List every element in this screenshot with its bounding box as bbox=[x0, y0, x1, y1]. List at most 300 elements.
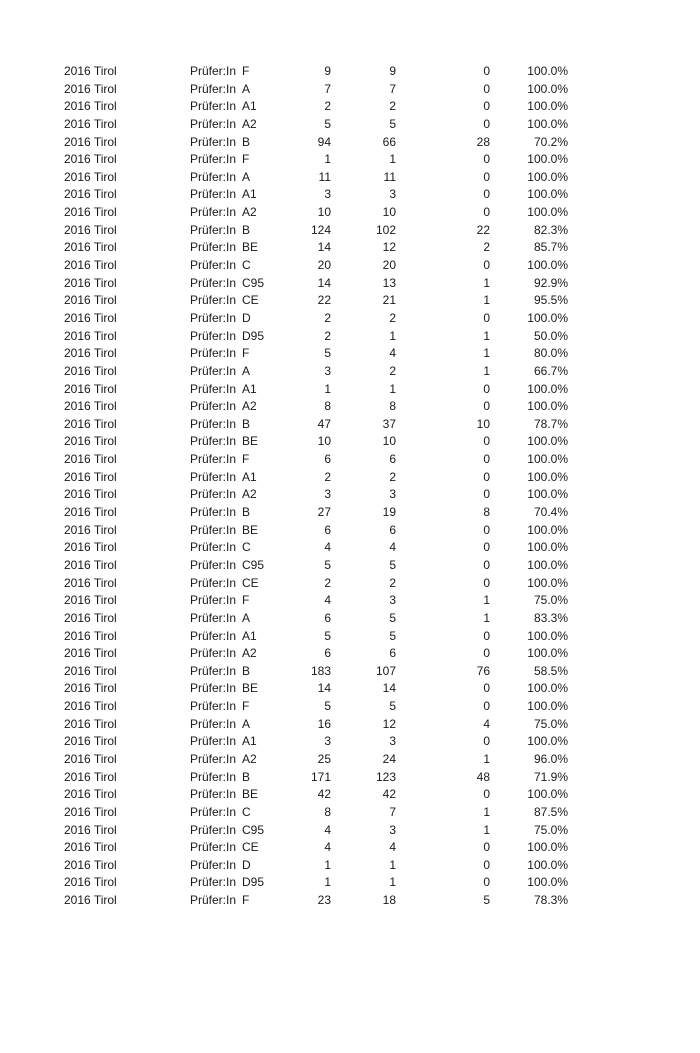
pass-rate-cell: 70.2% bbox=[533, 134, 568, 149]
pass-rate-cell: 83.3% bbox=[533, 610, 568, 625]
examiner-cell: Prüfer:In bbox=[190, 293, 237, 308]
category-cell: A2 bbox=[242, 646, 257, 661]
table-row bbox=[64, 628, 568, 646]
passed-cell: 12 bbox=[382, 716, 396, 731]
year-region-cell: 2016 Tirol bbox=[64, 646, 117, 661]
category-cell: C95 bbox=[242, 275, 265, 290]
candidates-cell: 42 bbox=[317, 787, 331, 802]
failed-cell: 0 bbox=[483, 169, 490, 184]
passed-cell: 5 bbox=[389, 610, 396, 625]
passed-cell: 14 bbox=[382, 681, 396, 696]
candidates-cell: 4 bbox=[324, 840, 331, 855]
year-region-cell: 2016 Tirol bbox=[64, 840, 117, 855]
passed-cell: 2 bbox=[389, 575, 396, 590]
failed-cell: 4 bbox=[483, 716, 490, 731]
failed-cell: 0 bbox=[483, 840, 490, 855]
candidates-cell: 5 bbox=[324, 628, 331, 643]
year-region-cell: 2016 Tirol bbox=[64, 469, 117, 484]
failed-cell: 0 bbox=[483, 452, 490, 467]
year-region-cell: 2016 Tirol bbox=[64, 381, 117, 396]
year-region-cell: 2016 Tirol bbox=[64, 434, 117, 449]
year-region-cell: 2016 Tirol bbox=[64, 857, 117, 872]
year-region-cell: 2016 Tirol bbox=[64, 293, 117, 308]
passed-cell: 18 bbox=[382, 893, 396, 908]
category-cell: D bbox=[242, 310, 251, 325]
failed-cell: 0 bbox=[483, 434, 490, 449]
category-cell: F bbox=[242, 452, 250, 467]
candidates-cell: 27 bbox=[317, 505, 331, 520]
year-region-cell: 2016 Tirol bbox=[64, 522, 117, 537]
table-row bbox=[64, 892, 568, 910]
pass-rate-cell: 78.7% bbox=[533, 416, 568, 431]
category-cell: D95 bbox=[242, 328, 265, 343]
failed-cell: 0 bbox=[483, 64, 490, 78]
examiner-cell: Prüfer:In bbox=[190, 434, 237, 449]
category-cell: A1 bbox=[242, 628, 257, 643]
passed-cell: 2 bbox=[389, 469, 396, 484]
examiner-cell: Prüfer:In bbox=[190, 310, 237, 325]
pass-rate-cell: 100.0% bbox=[527, 116, 568, 131]
year-region-cell: 2016 Tirol bbox=[64, 187, 117, 202]
year-region-cell: 2016 Tirol bbox=[64, 681, 117, 696]
table-row bbox=[64, 751, 568, 769]
passed-cell: 3 bbox=[389, 734, 396, 749]
examiner-cell: Prüfer:In bbox=[190, 593, 237, 608]
year-region-cell: 2016 Tirol bbox=[64, 487, 117, 502]
pass-rate-cell: 85.7% bbox=[533, 240, 568, 255]
table-row bbox=[64, 874, 568, 892]
category-cell: A1 bbox=[242, 99, 257, 114]
failed-cell: 1 bbox=[483, 804, 490, 819]
pass-rate-cell: 66.7% bbox=[533, 363, 568, 378]
year-region-cell: 2016 Tirol bbox=[64, 734, 117, 749]
category-cell: A2 bbox=[242, 487, 257, 502]
category-cell: C95 bbox=[242, 557, 265, 572]
table-row bbox=[64, 486, 568, 504]
passed-cell: 8 bbox=[389, 399, 396, 414]
year-region-cell: 2016 Tirol bbox=[64, 575, 117, 590]
year-region-cell: 2016 Tirol bbox=[64, 99, 117, 114]
pass-rate-cell: 100.0% bbox=[527, 628, 568, 643]
candidates-cell: 22 bbox=[317, 293, 331, 308]
table-row bbox=[64, 539, 568, 557]
year-region-cell: 2016 Tirol bbox=[64, 399, 117, 414]
failed-cell: 1 bbox=[483, 328, 490, 343]
candidates-cell: 94 bbox=[317, 134, 331, 149]
year-region-cell: 2016 Tirol bbox=[64, 540, 117, 555]
pass-rate-cell: 100.0% bbox=[527, 169, 568, 184]
examiner-cell: Prüfer:In bbox=[190, 557, 237, 572]
table-row bbox=[64, 169, 568, 187]
candidates-cell: 5 bbox=[324, 699, 331, 714]
table-row bbox=[64, 839, 568, 857]
table-row bbox=[64, 733, 568, 751]
pass-rate-cell: 100.0% bbox=[527, 557, 568, 572]
failed-cell: 1 bbox=[483, 346, 490, 361]
category-cell: C bbox=[242, 540, 251, 555]
category-cell: B bbox=[242, 222, 251, 237]
candidates-cell: 25 bbox=[317, 751, 331, 766]
category-cell: A bbox=[242, 81, 251, 96]
candidates-cell: 3 bbox=[324, 363, 331, 378]
failed-cell: 0 bbox=[483, 875, 490, 890]
year-region-cell: 2016 Tirol bbox=[64, 205, 117, 220]
failed-cell: 0 bbox=[483, 469, 490, 484]
pass-rate-cell: 95.5% bbox=[533, 293, 568, 308]
year-region-cell: 2016 Tirol bbox=[64, 452, 117, 467]
examiner-cell: Prüfer:In bbox=[190, 258, 237, 273]
candidates-cell: 2 bbox=[324, 575, 331, 590]
candidates-cell: 8 bbox=[324, 804, 331, 819]
table-row bbox=[64, 398, 568, 416]
table-row bbox=[64, 292, 568, 310]
category-cell: BE bbox=[242, 787, 259, 802]
pass-rate-cell: 50.0% bbox=[533, 328, 568, 343]
year-region-cell: 2016 Tirol bbox=[64, 787, 117, 802]
table-row bbox=[64, 222, 568, 240]
pass-rate-cell: 96.0% bbox=[533, 751, 568, 766]
pass-rate-cell: 100.0% bbox=[527, 875, 568, 890]
candidates-cell: 2 bbox=[324, 469, 331, 484]
failed-cell: 10 bbox=[476, 416, 490, 431]
candidates-cell: 4 bbox=[324, 593, 331, 608]
examiner-cell: Prüfer:In bbox=[190, 275, 237, 290]
category-cell: F bbox=[242, 64, 250, 78]
category-cell: A2 bbox=[242, 751, 257, 766]
year-region-cell: 2016 Tirol bbox=[64, 134, 117, 149]
year-region-cell: 2016 Tirol bbox=[64, 310, 117, 325]
failed-cell: 0 bbox=[483, 787, 490, 802]
examiner-cell: Prüfer:In bbox=[190, 487, 237, 502]
candidates-cell: 1 bbox=[324, 381, 331, 396]
pass-rate-cell: 100.0% bbox=[527, 187, 568, 202]
pass-rate-cell: 100.0% bbox=[527, 469, 568, 484]
failed-cell: 0 bbox=[483, 399, 490, 414]
passed-cell: 24 bbox=[382, 751, 396, 766]
category-cell: A bbox=[242, 610, 251, 625]
failed-cell: 76 bbox=[476, 663, 490, 678]
examiner-cell: Prüfer:In bbox=[190, 875, 237, 890]
category-cell: C95 bbox=[242, 822, 265, 837]
passed-cell: 1 bbox=[389, 328, 396, 343]
failed-cell: 0 bbox=[483, 99, 490, 114]
examiner-cell: Prüfer:In bbox=[190, 840, 237, 855]
category-cell: A2 bbox=[242, 205, 257, 220]
year-region-cell: 2016 Tirol bbox=[64, 716, 117, 731]
examiner-cell: Prüfer:In bbox=[190, 205, 237, 220]
category-cell: F bbox=[242, 699, 250, 714]
pass-rate-cell: 75.0% bbox=[533, 716, 568, 731]
year-region-cell: 2016 Tirol bbox=[64, 275, 117, 290]
table-row bbox=[64, 81, 568, 99]
pass-rate-cell: 71.9% bbox=[533, 769, 568, 784]
candidates-cell: 20 bbox=[317, 258, 331, 273]
passed-cell: 3 bbox=[389, 187, 396, 202]
examiner-cell: Prüfer:In bbox=[190, 769, 237, 784]
candidates-cell: 4 bbox=[324, 540, 331, 555]
pass-rate-cell: 82.3% bbox=[533, 222, 568, 237]
candidates-cell: 9 bbox=[324, 64, 331, 78]
table-row bbox=[64, 698, 568, 716]
year-region-cell: 2016 Tirol bbox=[64, 769, 117, 784]
year-region-cell: 2016 Tirol bbox=[64, 240, 117, 255]
candidates-cell: 14 bbox=[317, 681, 331, 696]
failed-cell: 1 bbox=[483, 751, 490, 766]
pass-rate-cell: 75.0% bbox=[533, 593, 568, 608]
candidates-cell: 1 bbox=[324, 857, 331, 872]
table-row bbox=[64, 257, 568, 275]
category-cell: A1 bbox=[242, 381, 257, 396]
examiner-cell: Prüfer:In bbox=[190, 540, 237, 555]
year-region-cell: 2016 Tirol bbox=[64, 751, 117, 766]
category-cell: F bbox=[242, 346, 250, 361]
table-row bbox=[64, 769, 568, 787]
examiner-cell: Prüfer:In bbox=[190, 222, 237, 237]
candidates-cell: 11 bbox=[318, 169, 331, 184]
passed-cell: 3 bbox=[389, 822, 396, 837]
table-row bbox=[64, 716, 568, 734]
passed-cell: 4 bbox=[389, 840, 396, 855]
examiner-cell: Prüfer:In bbox=[190, 452, 237, 467]
table-row bbox=[64, 680, 568, 698]
passed-cell: 21 bbox=[382, 293, 396, 308]
passed-cell: 4 bbox=[389, 346, 396, 361]
examiner-cell: Prüfer:In bbox=[190, 575, 237, 590]
failed-cell: 0 bbox=[483, 557, 490, 572]
year-region-cell: 2016 Tirol bbox=[64, 222, 117, 237]
candidates-cell: 10 bbox=[317, 205, 331, 220]
table-row bbox=[64, 328, 568, 346]
table-row bbox=[64, 451, 568, 469]
year-region-cell: 2016 Tirol bbox=[64, 505, 117, 520]
passed-cell: 13 bbox=[382, 275, 396, 290]
pass-rate-cell: 100.0% bbox=[527, 64, 568, 78]
table-row bbox=[64, 522, 568, 540]
examiner-cell: Prüfer:In bbox=[190, 699, 237, 714]
examiner-cell: Prüfer:In bbox=[190, 734, 237, 749]
passed-cell: 3 bbox=[389, 593, 396, 608]
failed-cell: 1 bbox=[483, 363, 490, 378]
category-cell: A2 bbox=[242, 399, 257, 414]
examiner-cell: Prüfer:In bbox=[190, 99, 237, 114]
table-row bbox=[64, 275, 568, 293]
table-row bbox=[64, 151, 568, 169]
pass-rate-cell: 100.0% bbox=[527, 857, 568, 872]
pass-rate-cell: 70.4% bbox=[533, 505, 568, 520]
candidates-cell: 124 bbox=[310, 222, 331, 237]
pass-rate-cell: 100.0% bbox=[527, 399, 568, 414]
failed-cell: 0 bbox=[483, 152, 490, 167]
year-region-cell: 2016 Tirol bbox=[64, 699, 117, 714]
pass-rate-cell: 100.0% bbox=[527, 734, 568, 749]
pass-rate-cell: 100.0% bbox=[527, 99, 568, 114]
pass-rate-cell: 100.0% bbox=[527, 258, 568, 273]
candidates-cell: 3 bbox=[324, 734, 331, 749]
failed-cell: 0 bbox=[483, 575, 490, 590]
year-region-cell: 2016 Tirol bbox=[64, 875, 117, 890]
failed-cell: 0 bbox=[483, 699, 490, 714]
failed-cell: 0 bbox=[483, 258, 490, 273]
category-cell: BE bbox=[242, 681, 259, 696]
passed-cell: 6 bbox=[389, 452, 396, 467]
failed-cell: 0 bbox=[483, 187, 490, 202]
passed-cell: 20 bbox=[382, 258, 396, 273]
category-cell: BE bbox=[242, 434, 259, 449]
failed-cell: 0 bbox=[483, 857, 490, 872]
table-row bbox=[64, 663, 568, 681]
pass-rate-cell: 100.0% bbox=[527, 487, 568, 502]
candidates-cell: 3 bbox=[324, 487, 331, 502]
passed-cell: 1 bbox=[389, 875, 396, 890]
passed-cell: 4 bbox=[389, 540, 396, 555]
failed-cell: 0 bbox=[483, 310, 490, 325]
table-row bbox=[64, 116, 568, 134]
table-row bbox=[64, 857, 568, 875]
passed-cell: 123 bbox=[375, 769, 396, 784]
passed-cell: 102 bbox=[375, 222, 396, 237]
table-row bbox=[64, 204, 568, 222]
year-region-cell: 2016 Tirol bbox=[64, 363, 117, 378]
category-cell: A1 bbox=[242, 187, 257, 202]
failed-cell: 48 bbox=[476, 769, 490, 784]
failed-cell: 1 bbox=[483, 293, 490, 308]
candidates-cell: 2 bbox=[324, 99, 331, 114]
table-row bbox=[64, 416, 568, 434]
year-region-cell: 2016 Tirol bbox=[64, 116, 117, 131]
pass-rate-cell: 100.0% bbox=[527, 81, 568, 96]
candidates-cell: 8 bbox=[324, 399, 331, 414]
year-region-cell: 2016 Tirol bbox=[64, 328, 117, 343]
passed-cell: 7 bbox=[389, 804, 396, 819]
pass-rate-cell: 100.0% bbox=[527, 787, 568, 802]
table-body bbox=[64, 63, 568, 910]
examiner-cell: Prüfer:In bbox=[190, 469, 237, 484]
examiner-cell: Prüfer:In bbox=[190, 681, 237, 696]
failed-cell: 0 bbox=[483, 487, 490, 502]
examiner-cell: Prüfer:In bbox=[190, 522, 237, 537]
category-cell: B bbox=[242, 505, 251, 520]
pass-rate-cell: 87.5% bbox=[533, 804, 568, 819]
passed-cell: 66 bbox=[382, 134, 396, 149]
candidates-cell: 14 bbox=[317, 275, 331, 290]
candidates-cell: 2 bbox=[324, 310, 331, 325]
passed-cell: 1 bbox=[389, 381, 396, 396]
passed-cell: 10 bbox=[382, 434, 396, 449]
examiner-cell: Prüfer:In bbox=[190, 381, 237, 396]
pass-rate-cell: 100.0% bbox=[527, 452, 568, 467]
passed-cell: 42 bbox=[382, 787, 396, 802]
examiner-cell: Prüfer:In bbox=[190, 363, 237, 378]
candidates-cell: 6 bbox=[324, 610, 331, 625]
category-cell: A1 bbox=[242, 734, 257, 749]
failed-cell: 2 bbox=[483, 240, 490, 255]
passed-cell: 2 bbox=[389, 99, 396, 114]
failed-cell: 0 bbox=[483, 522, 490, 537]
candidates-cell: 5 bbox=[324, 557, 331, 572]
pass-rate-cell: 100.0% bbox=[527, 681, 568, 696]
passed-cell: 5 bbox=[389, 699, 396, 714]
failed-cell: 0 bbox=[483, 381, 490, 396]
category-cell: B bbox=[242, 416, 251, 431]
year-region-cell: 2016 Tirol bbox=[64, 64, 117, 78]
exam-results-table bbox=[64, 63, 568, 910]
year-region-cell: 2016 Tirol bbox=[64, 346, 117, 361]
pass-rate-cell: 75.0% bbox=[533, 822, 568, 837]
table-row bbox=[64, 557, 568, 575]
examiner-cell: Prüfer:In bbox=[190, 857, 237, 872]
examiner-cell: Prüfer:In bbox=[190, 240, 237, 255]
failed-cell: 0 bbox=[483, 681, 490, 696]
failed-cell: 0 bbox=[483, 540, 490, 555]
pass-rate-cell: 100.0% bbox=[527, 522, 568, 537]
year-region-cell: 2016 Tirol bbox=[64, 169, 117, 184]
examiner-cell: Prüfer:In bbox=[190, 81, 237, 96]
failed-cell: 1 bbox=[483, 275, 490, 290]
year-region-cell: 2016 Tirol bbox=[64, 557, 117, 572]
passed-cell: 10 bbox=[382, 205, 396, 220]
category-cell: A1 bbox=[242, 469, 257, 484]
failed-cell: 0 bbox=[483, 205, 490, 220]
year-region-cell: 2016 Tirol bbox=[64, 258, 117, 273]
candidates-cell: 47 bbox=[317, 416, 331, 431]
failed-cell: 8 bbox=[483, 505, 490, 520]
pass-rate-cell: 92.9% bbox=[533, 275, 568, 290]
category-cell: A2 bbox=[242, 116, 257, 131]
candidates-cell: 10 bbox=[317, 434, 331, 449]
table-row bbox=[64, 645, 568, 663]
pass-rate-cell: 100.0% bbox=[527, 205, 568, 220]
failed-cell: 0 bbox=[483, 81, 490, 96]
passed-cell: 5 bbox=[389, 557, 396, 572]
failed-cell: 1 bbox=[483, 822, 490, 837]
year-region-cell: 2016 Tirol bbox=[64, 663, 117, 678]
candidates-cell: 6 bbox=[324, 452, 331, 467]
passed-cell: 12 bbox=[382, 240, 396, 255]
table-row bbox=[64, 592, 568, 610]
table-row bbox=[64, 610, 568, 628]
candidates-cell: 1 bbox=[324, 875, 331, 890]
passed-cell: 6 bbox=[389, 646, 396, 661]
failed-cell: 0 bbox=[483, 646, 490, 661]
passed-cell: 6 bbox=[389, 522, 396, 537]
category-cell: BE bbox=[242, 522, 259, 537]
failed-cell: 22 bbox=[476, 222, 490, 237]
pass-rate-cell: 100.0% bbox=[527, 310, 568, 325]
category-cell: F bbox=[242, 893, 250, 908]
failed-cell: 1 bbox=[483, 610, 490, 625]
category-cell: F bbox=[242, 593, 250, 608]
year-region-cell: 2016 Tirol bbox=[64, 893, 117, 908]
examiner-cell: Prüfer:In bbox=[190, 187, 237, 202]
examiner-cell: Prüfer:In bbox=[190, 822, 237, 837]
examiner-cell: Prüfer:In bbox=[190, 751, 237, 766]
examiner-cell: Prüfer:In bbox=[190, 787, 237, 802]
examiner-cell: Prüfer:In bbox=[190, 416, 237, 431]
table-row bbox=[64, 381, 568, 399]
table-row bbox=[64, 822, 568, 840]
pass-rate-cell: 58.5% bbox=[533, 663, 568, 678]
year-region-cell: 2016 Tirol bbox=[64, 81, 117, 96]
examiner-cell: Prüfer:In bbox=[190, 628, 237, 643]
candidates-cell: 183 bbox=[310, 663, 331, 678]
examiner-cell: Prüfer:In bbox=[190, 505, 237, 520]
table-row bbox=[64, 433, 568, 451]
passed-cell: 11 bbox=[383, 169, 396, 184]
candidates-cell: 6 bbox=[324, 646, 331, 661]
candidates-cell: 3 bbox=[324, 187, 331, 202]
examiner-cell: Prüfer:In bbox=[190, 610, 237, 625]
passed-cell: 107 bbox=[375, 663, 396, 678]
